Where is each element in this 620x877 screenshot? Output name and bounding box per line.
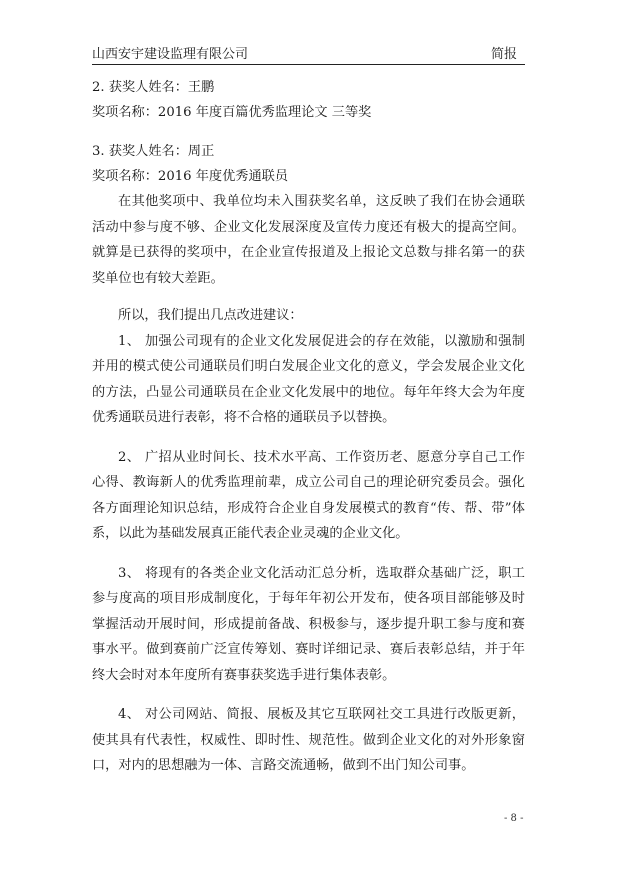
suggestions-intro: 所以，我们提出几点改进建议： — [118, 308, 303, 323]
award-winner: 2. 获奖人姓名：王鹏 — [92, 80, 215, 95]
suggestion-item: 1、 加强公司现有的企业文化发展促进会的存在效能，以激励和强制并用的模式使公司通联员们明白发展企业文化的意义，学会发展企业文化的方法，凸显公司通联员在企业文化发展中的地位。每年年终大会为年度优秀通联员进行表彰，将不合格的通联员予以替换。 — [92, 333, 525, 425]
award-name: 奖项名称：2016 年度百篇优秀监理论文 三等奖 — [92, 105, 372, 120]
suggestion-item: 3、 将现有的各类企业文化活动汇总分析，选取群众基础广泛，职工参与度高的项目形成制度化，于每年年初公开发布，使各项目部能够及时掌握活动开展时间，形成提前备战、积极参与，逐步提升职工参与度和赛事水平。做到赛前广泛宣传筹划、赛时详细记录、赛后表彰总结，并于年终大会时对本年度所有赛事获奖选手进行集体表彰。 — [92, 565, 525, 683]
document-type: 简报 — [490, 47, 517, 62]
award-winner: 3. 获奖人姓名：周正 — [92, 144, 215, 159]
suggestion-item: 4、 对公司网站、简报、展板及其它互联网社交工具进行改版更新，使其具有代表性，权威性、即时性、规范性。做到企业文化的对外形象窗口，对内的思想融为一体、言路交流通畅，做到不出门知公司事。 — [92, 707, 525, 773]
award-name: 奖项名称：2016 年度优秀通联员 — [92, 169, 289, 184]
page-header — [92, 40, 525, 65]
reflection-paragraph: 在其他奖项中、我单位均未入围获奖名单，这反映了我们在协会通联活动中参与度不够、企业文化发展深度及宣传力度还有极大的提高空间。就算是已获得的奖项中，在企业宣传报道及上报论文总数与排名第一的获奖单位也有较大差距。 — [92, 194, 525, 286]
suggestion-item: 2、 广招从业时间长、技术水平高、工作资历老、愿意分享自己工作心得、教诲新人的优秀监理前辈，成立公司自己的理论研究委员会。强化各方面理论知识总结，形成符合企业自身发展模式的教育“传、帮、带”体系，以此为基础发展真正能代表企业灵魂的企业文化。 — [92, 449, 525, 541]
page-content — [92, 75, 525, 779]
company-name: 山西安宇建设监理有限公司 — [92, 47, 249, 62]
page-number: - 8 - — [504, 813, 524, 824]
